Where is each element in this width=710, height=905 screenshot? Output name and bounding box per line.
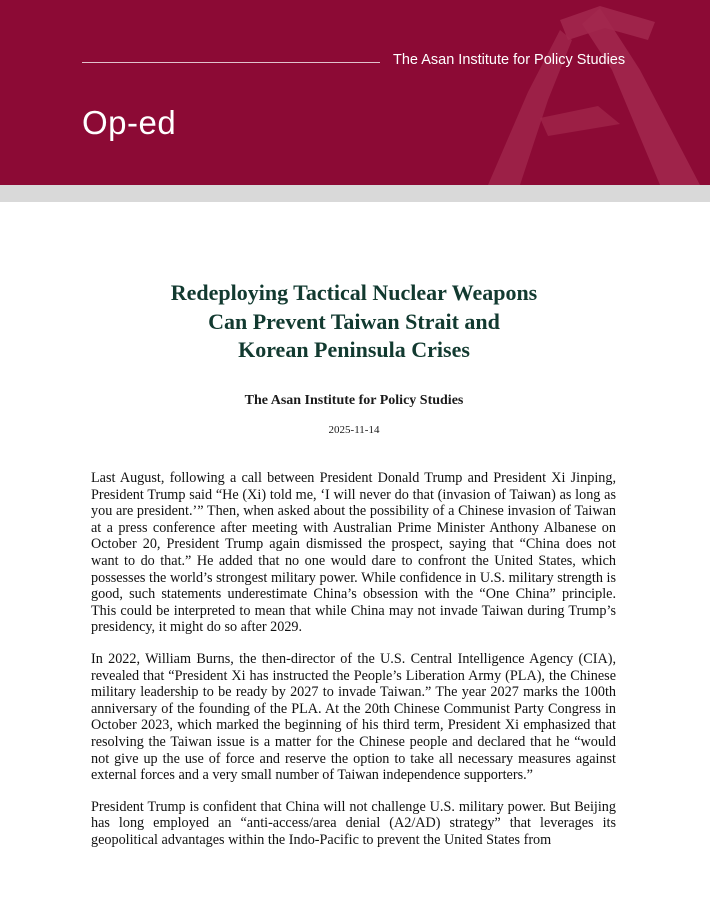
document-type-label: Op-ed: [82, 104, 177, 141]
body-paragraph: Last August, following a call between President Donald Trump and President Xi Jinping, President Trump said “He (Xi) told me, ‘I will never do that (invasion of Taiwan) as long as you are president.’” Then, when asked about the possibility of a Chinese invasion of Taiwan at a press conference after meeting with Australian Prime Minister Anthony Albanese on October 20, President Trump again dismissed the prospect, saying that “China does not want to do that.” He added that no one would dare to confront the United States, which possesses the world’s strongest military power. While confidence in U.S. military strength is good, such statements underestimate China’s obsession with the “One China” principle. This could be interpreted to mean that while China may not invade Taiwan during Trump’s presidency, it might do so after 2029.: [91, 470, 616, 636]
header-rule: [82, 62, 380, 63]
article-title: [80, 279, 628, 365]
organization-name: The Asan Institute for Policy Studies: [393, 52, 626, 68]
logo-watermark-icon: [0, 0, 710, 185]
header-banner: [0, 0, 710, 185]
title-line: Korean Peninsula Crises: [238, 337, 470, 362]
title-line: Can Prevent Taiwan Strait and: [208, 308, 500, 334]
header-divider-band: [0, 185, 710, 202]
article-date: 2025-11-14: [328, 424, 380, 436]
article-body: [91, 470, 616, 863]
title-line: Redeploying Tactical Nuclear Weapons: [170, 280, 538, 305]
article-author: The Asan Institute for Policy Studies: [244, 393, 464, 408]
body-paragraph: In 2022, William Burns, the then-director of the U.S. Central Intelligence Agency (CIA), revealed that “President Xi has instructed the People’s Liberation Army (PLA), the Chinese military leadership to be ready by 2027 to invade Taiwan.” The year 2027 marks the 100th anniversary of the founding of the PLA. At the 20th Chinese Communist Party Congress in October 2023, which marked the beginning of his third term, President Xi emphasized that resolving the Taiwan issue is a matter for the Chinese people and declared that he “would not give up the use of force and reserve the option to take all necessary measures against external forces and a very small number of Taiwan independence supporters.”: [91, 650, 616, 784]
body-paragraph: President Trump is confident that China will not challenge U.S. military power. But Beijing has long employed an “anti-access/area denial (A2/AD) strategy” that leverages its geopolitical advantages within the Indo-Pacific to prevent the United States from: [91, 798, 616, 848]
